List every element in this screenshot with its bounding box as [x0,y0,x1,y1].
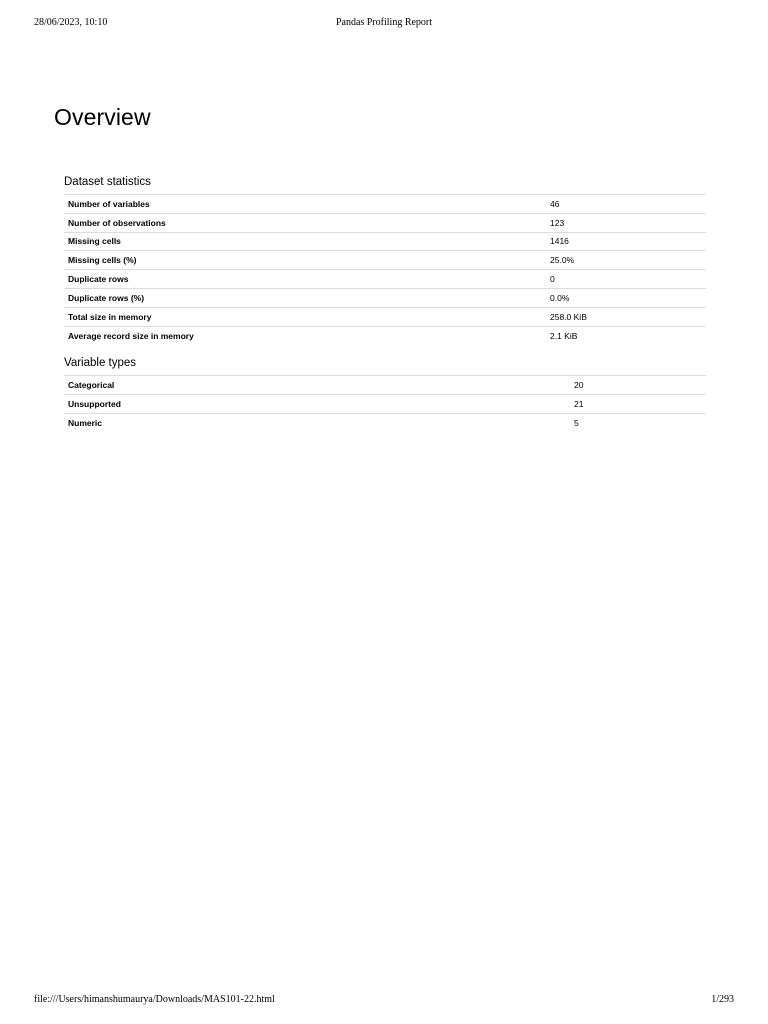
row-label: Categorical [68,379,115,390]
row-value: 258.0 KiB [550,311,587,322]
row-label: Number of variables [68,198,150,209]
row-value: 1416 [550,236,569,247]
row-value: 0 [550,274,555,285]
variable-types-section [64,356,706,432]
print-header [0,17,768,31]
row-label: Duplicate rows [68,274,129,285]
variable-types-table [64,375,706,432]
dataset-statistics-table [64,194,706,345]
print-footer [0,994,768,1008]
row-label: Missing cells [68,236,121,247]
row-label: Missing cells (%) [68,255,137,266]
row-label: Numeric [68,417,103,428]
print-page-title: Pandas Profiling Report [335,17,433,28]
variable-types-title: Variable types [64,357,137,369]
row-value: 21 [574,398,584,409]
page-title: Overview [54,104,151,130]
row-value: 2.1 KiB [550,330,578,341]
row-label: Total size in memory [68,311,152,322]
row-value: 46 [550,198,560,209]
table-row [64,213,706,232]
row-label: Duplicate rows (%) [68,292,145,303]
dataset-statistics-section [64,175,706,345]
table-row [64,413,706,432]
table-row [64,394,706,413]
table-row [64,288,706,307]
row-value: 5 [574,417,579,428]
row-label: Average record size in memory [68,330,194,341]
row-value: 20 [574,379,584,390]
row-value: 25.0% [550,255,575,266]
print-file-url: file:///Users/himanshumaurya/Downloads/MAS101-22.html [34,994,275,1005]
row-value: 0.0% [550,292,570,303]
print-page-number: 1/293 [711,994,734,1005]
table-row [64,307,706,326]
print-datetime: 28/06/2023, 10:10 [34,17,108,28]
table-row [64,232,706,251]
table-row [64,251,706,270]
row-value: 123 [550,217,565,228]
table-row [64,195,706,214]
row-label: Number of observations [68,217,166,228]
row-label: Unsupported [68,398,121,409]
table-row [64,376,706,395]
table-row [64,326,706,345]
table-row [64,270,706,289]
dataset-statistics-title: Dataset statistics [64,176,151,188]
